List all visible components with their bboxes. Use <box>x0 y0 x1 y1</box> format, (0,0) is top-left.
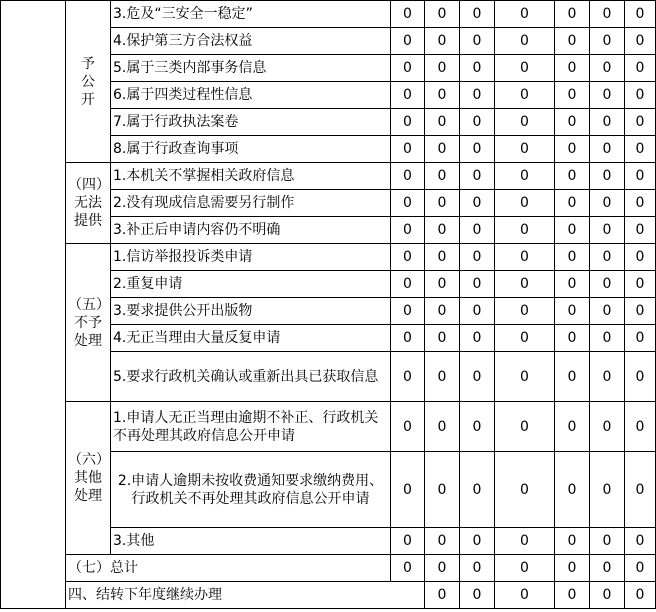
value-cell: 0 <box>391 217 425 244</box>
outer-category-cell <box>1 1 66 609</box>
value-cell: 0 <box>391 402 425 452</box>
group-label-line: （四） <box>68 177 110 193</box>
value-cell: 0 <box>625 244 656 271</box>
value-cell: 0 <box>425 271 460 298</box>
row-label: 4.无正当理由大量反复申请 <box>111 325 391 352</box>
value-cell: 0 <box>590 352 625 402</box>
value-cell: 0 <box>425 109 460 136</box>
value-cell: 0 <box>555 190 590 217</box>
value-cell: 0 <box>460 163 495 190</box>
value-cell: 0 <box>555 244 590 271</box>
value-cell: 0 <box>555 271 590 298</box>
value-cell: 0 <box>625 82 656 109</box>
value-cell: 0 <box>425 528 460 555</box>
value-cell: 0 <box>425 1 460 28</box>
value-cell: 0 <box>391 244 425 271</box>
value-cell: 0 <box>555 582 590 609</box>
value-cell: 0 <box>625 136 656 163</box>
value-cell: 0 <box>625 163 656 190</box>
value-cell: 0 <box>425 217 460 244</box>
value-cell: 0 <box>555 555 590 582</box>
value-cell: 0 <box>590 190 625 217</box>
value-cell: 0 <box>555 298 590 325</box>
group-label-cell <box>66 402 111 555</box>
value-cell: 0 <box>625 528 656 555</box>
value-cell: 0 <box>391 109 425 136</box>
group-label-line: 开 <box>81 91 95 108</box>
value-cell: 0 <box>495 271 555 298</box>
value-cell: 0 <box>391 55 425 82</box>
row-label: 2.没有现成信息需要另行制作 <box>111 190 391 217</box>
value-cell: 0 <box>391 28 425 55</box>
value-cell: 0 <box>460 217 495 244</box>
group-label-line: 其他 <box>74 470 102 486</box>
group-label-line: 提供 <box>74 213 102 229</box>
value-cell: 0 <box>460 244 495 271</box>
value-cell: 0 <box>625 452 656 528</box>
value-cell: 0 <box>590 528 625 555</box>
value-cell: 0 <box>391 298 425 325</box>
value-cell: 0 <box>495 190 555 217</box>
value-cell: 0 <box>495 28 555 55</box>
value-cell: 0 <box>391 555 425 582</box>
group-label-cell <box>66 163 111 244</box>
value-cell: 0 <box>425 82 460 109</box>
value-cell: 0 <box>460 271 495 298</box>
table-row <box>1 163 656 190</box>
value-cell: 0 <box>555 163 590 190</box>
group-label-line: （五） <box>68 296 110 313</box>
value-cell: 0 <box>460 298 495 325</box>
value-cell: 0 <box>391 82 425 109</box>
value-cell: 0 <box>425 555 460 582</box>
value-cell: 0 <box>425 190 460 217</box>
value-cell: 0 <box>495 217 555 244</box>
value-cell: 0 <box>460 28 495 55</box>
value-cell: 0 <box>460 582 495 609</box>
value-cell: 0 <box>555 82 590 109</box>
value-cell: 0 <box>555 402 590 452</box>
value-cell: 0 <box>425 582 460 609</box>
value-cell: 0 <box>460 1 495 28</box>
value-cell: 0 <box>391 352 425 402</box>
value-cell: 0 <box>625 28 656 55</box>
value-cell: 0 <box>495 163 555 190</box>
row-label: 2.申请人逾期未按收费通知要求缴纳费用、行政机关不再处理其政府信息公开申请 <box>111 452 391 528</box>
value-cell: 0 <box>590 82 625 109</box>
total-label: （七）总计 <box>66 555 391 582</box>
value-cell: 0 <box>590 217 625 244</box>
value-cell: 0 <box>625 190 656 217</box>
value-cell: 0 <box>495 582 555 609</box>
value-cell: 0 <box>625 1 656 28</box>
value-cell: 0 <box>590 555 625 582</box>
value-cell: 0 <box>555 528 590 555</box>
value-cell: 0 <box>590 55 625 82</box>
value-cell: 0 <box>391 136 425 163</box>
value-cell: 0 <box>460 82 495 109</box>
group-label-line: 无法 <box>74 195 102 211</box>
value-cell: 0 <box>590 298 625 325</box>
value-cell: 0 <box>625 298 656 325</box>
value-cell: 0 <box>460 325 495 352</box>
value-cell: 0 <box>590 325 625 352</box>
value-cell: 0 <box>495 109 555 136</box>
value-cell: 0 <box>460 555 495 582</box>
value-cell: 0 <box>555 136 590 163</box>
section-row <box>1 582 656 609</box>
table-row <box>1 402 656 452</box>
value-cell: 0 <box>495 298 555 325</box>
value-cell: 0 <box>425 163 460 190</box>
value-cell: 0 <box>625 271 656 298</box>
value-cell: 0 <box>391 325 425 352</box>
value-cell: 0 <box>391 163 425 190</box>
value-cell: 0 <box>625 582 656 609</box>
value-cell: 0 <box>555 1 590 28</box>
value-cell: 0 <box>425 28 460 55</box>
value-cell: 0 <box>495 1 555 28</box>
value-cell: 0 <box>391 190 425 217</box>
value-cell: 0 <box>425 298 460 325</box>
value-cell: 0 <box>625 325 656 352</box>
row-label: 5.属于三类内部事务信息 <box>111 55 391 82</box>
row-label: 3.其他 <box>111 528 391 555</box>
value-cell: 0 <box>391 528 425 555</box>
value-cell: 0 <box>460 136 495 163</box>
value-cell: 0 <box>625 402 656 452</box>
row-label: 6.属于四类过程性信息 <box>111 82 391 109</box>
value-cell: 0 <box>495 55 555 82</box>
value-cell: 0 <box>590 402 625 452</box>
value-cell: 0 <box>391 271 425 298</box>
value-cell: 0 <box>625 217 656 244</box>
row-label: 1.信访举报投诉类申请 <box>111 244 391 271</box>
value-cell: 0 <box>425 402 460 452</box>
value-cell: 0 <box>555 109 590 136</box>
row-label: 3.补正后申请内容仍不明确 <box>111 217 391 244</box>
value-cell: 0 <box>555 452 590 528</box>
value-cell: 0 <box>555 28 590 55</box>
value-cell: 0 <box>495 136 555 163</box>
table-row <box>1 244 656 271</box>
group-label-line: 予 <box>81 55 95 72</box>
row-label: 5.要求行政机关确认或重新出具已获取信息 <box>111 352 391 402</box>
total-row <box>1 555 656 582</box>
value-cell: 0 <box>555 55 590 82</box>
value-cell: 0 <box>460 190 495 217</box>
group-label-line: 处理 <box>74 488 102 504</box>
value-cell: 0 <box>460 109 495 136</box>
value-cell: 0 <box>590 109 625 136</box>
row-label: 1.申请人无正当理由逾期不补正、行政机关不再处理其政府信息公开申请 <box>111 402 391 452</box>
value-cell: 0 <box>625 352 656 402</box>
value-cell: 0 <box>590 452 625 528</box>
group-label-cell <box>66 244 111 402</box>
section-label: 四、结转下年度继续办理 <box>66 582 425 609</box>
value-cell: 0 <box>555 352 590 402</box>
value-cell: 0 <box>590 582 625 609</box>
value-cell: 0 <box>460 528 495 555</box>
value-cell: 0 <box>425 452 460 528</box>
group-label-line: 处理 <box>74 332 102 349</box>
value-cell: 0 <box>555 217 590 244</box>
value-cell: 0 <box>425 55 460 82</box>
value-cell: 0 <box>590 163 625 190</box>
row-label: 4.保护第三方合法权益 <box>111 28 391 55</box>
row-label: 7.属于行政执法案卷 <box>111 109 391 136</box>
row-label: 3.危及“三安全一稳定” <box>111 1 391 28</box>
row-label: 2.重复申请 <box>111 271 391 298</box>
value-cell: 0 <box>495 352 555 402</box>
value-cell: 0 <box>590 28 625 55</box>
value-cell: 0 <box>460 452 495 528</box>
value-cell: 0 <box>590 244 625 271</box>
value-cell: 0 <box>625 55 656 82</box>
value-cell: 0 <box>495 82 555 109</box>
table-row <box>1 1 656 28</box>
value-cell: 0 <box>460 402 495 452</box>
value-cell: 0 <box>625 109 656 136</box>
value-cell: 0 <box>460 55 495 82</box>
value-cell: 0 <box>460 352 495 402</box>
value-cell: 0 <box>425 244 460 271</box>
value-cell: 0 <box>425 325 460 352</box>
value-cell: 0 <box>495 402 555 452</box>
value-cell: 0 <box>625 555 656 582</box>
row-label: 1.本机关不掌握相关政府信息 <box>111 163 391 190</box>
value-cell: 0 <box>425 352 460 402</box>
group-label-line: （六） <box>68 452 110 468</box>
value-cell: 0 <box>495 325 555 352</box>
group-label-cell <box>66 1 111 163</box>
group-label-line: 不予 <box>74 314 102 331</box>
row-label: 8.属于行政查询事项 <box>111 136 391 163</box>
value-cell: 0 <box>590 1 625 28</box>
value-cell: 0 <box>495 555 555 582</box>
value-cell: 0 <box>495 244 555 271</box>
value-cell: 0 <box>555 325 590 352</box>
value-cell: 0 <box>495 452 555 528</box>
value-cell: 0 <box>590 136 625 163</box>
value-cell: 0 <box>391 1 425 28</box>
value-cell: 0 <box>590 271 625 298</box>
value-cell: 0 <box>425 136 460 163</box>
row-label: 3.要求提供公开出版物 <box>111 298 391 325</box>
value-cell: 0 <box>495 528 555 555</box>
value-cell: 0 <box>391 452 425 528</box>
group-label-line: 公 <box>81 73 95 90</box>
